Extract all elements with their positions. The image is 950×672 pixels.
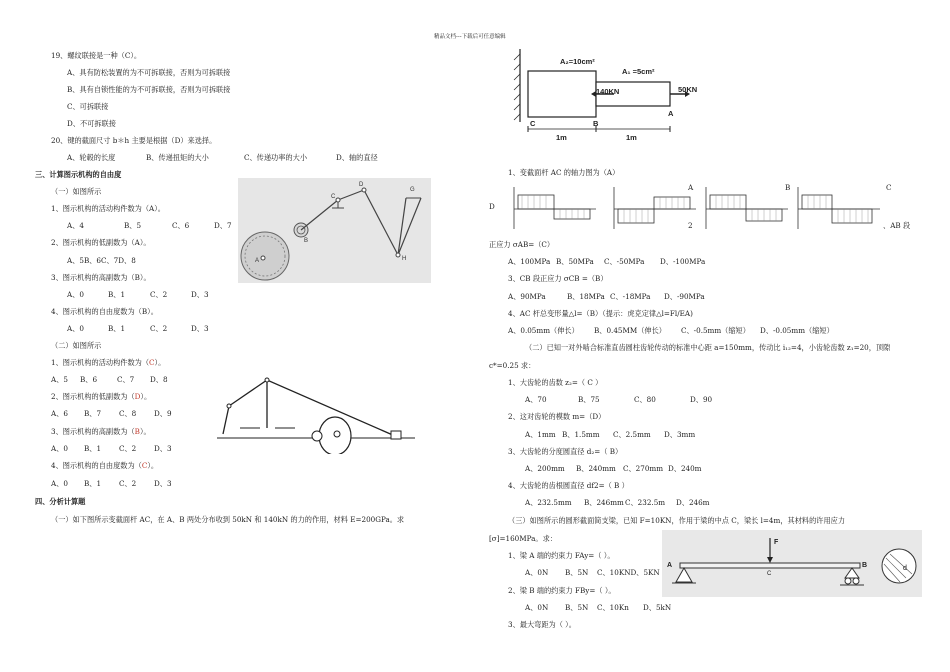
s2-q2-opt: A、6	[51, 409, 68, 418]
b-q2-opt: B、5N	[565, 603, 589, 612]
s1-q4: 4、图示机构的自由度数为（B）。	[51, 307, 158, 316]
s1-q1: 1、图示机构的活动构件数为（A）。	[51, 204, 165, 213]
b-q2-opt: C、10Kn	[597, 603, 629, 612]
s2-q2: 2、图示机构的低副数为（D）。	[51, 392, 152, 401]
section-4-heading: 四、分析计算题	[35, 497, 86, 506]
r-q1-label-d: D	[489, 202, 495, 211]
g-q1-opt: D、90	[690, 395, 713, 404]
axial-force-diagrams	[508, 183, 883, 235]
b-q1-opt: A、0N	[525, 568, 549, 577]
problem-1-text: （一）如下图所示变截面杆 AC，在 A、B 两处分布收到 50kN 和 140kN 的力的作用，材料 E=200GPa。求	[51, 515, 405, 524]
r-q3-opt: A、90MPa	[508, 292, 546, 301]
s2-q3-opt: D、3	[154, 444, 172, 453]
s2-q1-opt: C、7	[117, 375, 135, 384]
label-140kn: 140KN	[596, 87, 620, 96]
b-q2-opt: A、0N	[525, 603, 549, 612]
s1-q1-opt: D、7	[214, 221, 232, 230]
s2-q1-opt: D、8	[150, 375, 168, 384]
b-q1-opt: B、5N	[565, 568, 589, 577]
r-q1-opt: D、-100MPa	[660, 257, 706, 266]
r-q1-opt: C、-50MPa	[604, 257, 645, 266]
sub-1-heading: （一）如图所示	[51, 187, 102, 196]
r-q1-label-a: A	[688, 183, 694, 192]
svg-text:A: A	[255, 258, 260, 264]
g-q3-opt: B、240mm	[576, 464, 616, 473]
s1-q4-opt: D、3	[191, 324, 209, 333]
r-q1: 1、变截面杆 AC 的轴力图为（A）	[508, 168, 620, 177]
s1-q1-opt: A、4	[67, 221, 84, 230]
s2-q4: 4、图示机构的自由度数为（C）。	[51, 461, 159, 470]
label-c: C	[530, 119, 536, 128]
q19-option-a: A、具有防松装置的为不可拆联接，否则为可拆联接	[67, 68, 231, 77]
q20-option-a: A、轮毂的长度	[67, 153, 116, 162]
s1-q4-opt: B、1	[108, 324, 126, 333]
mechanism-figure-1	[238, 178, 431, 283]
r-q4-opt: C、-0.5mm（缩短）	[681, 326, 750, 335]
q19-option-d: D、不可拆联接	[67, 119, 116, 128]
r-q1-line2: 正应力 σAB=（C）	[489, 240, 555, 249]
g-q4: 4、大齿轮的齿根圆直径 df2=（ B ）	[508, 481, 629, 490]
s2-q2-opt: D、9	[154, 409, 172, 418]
s1-q1-opt: B、5	[124, 221, 142, 230]
problem-2-text-b: c*=0.25 求：	[489, 361, 536, 370]
s1-q2-opt: A、5B、6C、7D、8	[67, 256, 136, 265]
svg-text:D: D	[359, 182, 364, 188]
s1-q3-opt: B、1	[108, 290, 126, 299]
g-q1-opt: B、75	[578, 395, 600, 404]
s1-q3-opt: D、3	[191, 290, 209, 299]
b-q2-opt: D、5kN	[643, 603, 672, 612]
beam-label-d: d	[903, 565, 907, 572]
r-q4: 4、AC 杆总变形量△l=（B）（提示：虎克定律△l=Fl/EA)	[508, 309, 693, 318]
r-q1-label-b: B	[785, 183, 791, 192]
g-q3-opt: A、200mm	[525, 464, 565, 473]
label-50kn: 50KN	[678, 85, 698, 94]
g-q1-opt: A、70	[525, 395, 547, 404]
q20-option-b: B、传递扭矩的大小	[146, 153, 209, 162]
s2-q1-opt: A、5	[51, 375, 68, 384]
problem-3-text: （三）如图所示的圆形截面简支梁，已知 F=10KN，作用于梁的中点 C，梁长 l=4m，其材料的许用应力	[508, 516, 846, 525]
problem-2-text: （二）已知一对外啮合标准直齿圆柱齿轮传动的标准中心距 a=150mm，传动比 i₁₂=4，小齿轮齿数 z₁=20，顶隙	[525, 343, 891, 352]
label-a: A	[668, 109, 674, 118]
s2-q3-opt: B、1	[84, 444, 102, 453]
g-q2-opt: D、3mm	[664, 430, 696, 439]
s2-q1-opt: B、6	[80, 375, 98, 384]
q20: 20、键的截面尺寸 b＊h 主要是根据（D）来选择。	[51, 136, 217, 145]
g-q2-opt: A、1mm	[525, 430, 556, 439]
beam-figure	[662, 530, 922, 597]
b-q2: 2、梁 B 端的约束力 FBy=（ ）。	[508, 586, 616, 595]
problem-3-text-b: [σ]=160MPa。求：	[489, 534, 557, 543]
g-q3-opt: C、270mm	[623, 464, 664, 473]
s2-q4-opt: A、0	[51, 479, 68, 488]
label-b: B	[593, 119, 599, 128]
s1-q1-opt: C、6	[172, 221, 190, 230]
s2-q4-opt: C、2	[119, 479, 137, 488]
r-q1-opt: B、50MPa	[556, 257, 594, 266]
s1-q4-opt: C、2	[150, 324, 168, 333]
s2-q1: 1、图示机构的活动构件数为（C）。	[51, 358, 166, 367]
page-header: 精品文档---下载后可任意编辑	[434, 34, 506, 40]
s2-q3-opt: C、2	[119, 444, 137, 453]
r-q4-opt: D、-0.05mm（缩短）	[760, 326, 834, 335]
g-q2: 2、这对齿轮的模数 m=（D）	[508, 412, 606, 421]
s1-q3: 3、图示机构的高副数为（B）。	[51, 273, 151, 282]
g-q3-opt: D、240m	[668, 464, 702, 473]
r-q4-opt: B、0.45MM（伸长）	[594, 326, 666, 335]
s1-q4-opt: A、0	[67, 324, 84, 333]
r-q1-opt: A、100MPa	[508, 257, 551, 266]
q19-option-b: B、具有自锁性能的为不可拆联接，否则为可拆联接	[67, 85, 231, 94]
r-q3: 3、CB 段正应力 σCB =（B）	[508, 274, 608, 283]
beam-label-f: F	[774, 539, 779, 546]
mechanism-figure-2	[215, 376, 425, 454]
s2-q4-opt: B、1	[84, 479, 102, 488]
b-q1: 1、梁 A 端的约束力 FAy=（ ）。	[508, 551, 615, 560]
q19-option-c: C、可拆联接	[67, 102, 109, 111]
g-q2-opt: B、1.5mm	[562, 430, 600, 439]
beam-label-c: C	[767, 571, 772, 577]
q20-option-c: C、传递功率的大小	[244, 153, 308, 162]
svg-text:B: B	[304, 238, 309, 244]
label-a2: A₂=10cm²	[560, 57, 595, 66]
g-q4-opt: B、246mm	[584, 498, 624, 507]
r-q1-tail: 、AB 段	[883, 221, 911, 230]
s1-q2: 2、图示机构的低副数为（A）。	[51, 238, 151, 247]
beam-label-b: B	[862, 562, 868, 569]
s1-q3-opt: C、2	[150, 290, 168, 299]
svg-text:C: C	[331, 194, 336, 200]
label-1m-left: 1m	[556, 133, 567, 142]
g-q4-opt: C、232.5m	[625, 498, 666, 507]
s1-q3-opt: A、0	[67, 290, 84, 299]
q19: 19、螺纹联接是一种（C）。	[51, 51, 142, 60]
s2-q4-opt: D、3	[154, 479, 172, 488]
g-q2-opt: C、2.5mm	[613, 430, 651, 439]
svg-text:G: G	[410, 187, 415, 193]
sub-2-heading: （二）如图所示	[51, 341, 102, 350]
g-q4-opt: A、232.5mm	[525, 498, 572, 507]
label-a1: A₁ =5cm²	[622, 67, 655, 76]
r-q3-opt: B、18MPa	[567, 292, 605, 301]
s2-q3-opt: A、0	[51, 444, 68, 453]
s2-q2-opt: B、7	[84, 409, 102, 418]
r-q4-opt: A、0.05mm（伸长）	[508, 326, 579, 335]
b-q3: 3、最大弯距为（ ）。	[508, 620, 576, 629]
r-q3-opt: D、-90MPa	[664, 292, 705, 301]
s2-q2-opt: C、8	[119, 409, 137, 418]
section-3-heading: 三、计算图示机构的自由度	[35, 170, 122, 179]
beam-label-a: A	[667, 562, 673, 569]
r-q1-num-2: 2	[688, 221, 693, 230]
q20-option-d: D、轴的直径	[336, 153, 378, 162]
r-q1-label-c: C	[886, 183, 892, 192]
g-q3: 3、大齿轮的分度圆直径 d₂=（ B）	[508, 447, 623, 456]
g-q1: 1、大齿轮的齿数 z₂=（ C ）	[508, 378, 603, 387]
s2-q3: 3、图示机构的高副数为（B）。	[51, 427, 151, 436]
g-q1-opt: C、80	[634, 395, 656, 404]
b-q1-opt: C、10KND、5KN	[597, 568, 660, 577]
g-q4-opt: D、246m	[676, 498, 710, 507]
bar-diagram	[510, 44, 710, 152]
svg-text:H: H	[402, 256, 407, 262]
label-1m-right: 1m	[626, 133, 637, 142]
r-q3-opt: C、-18MPa	[610, 292, 651, 301]
